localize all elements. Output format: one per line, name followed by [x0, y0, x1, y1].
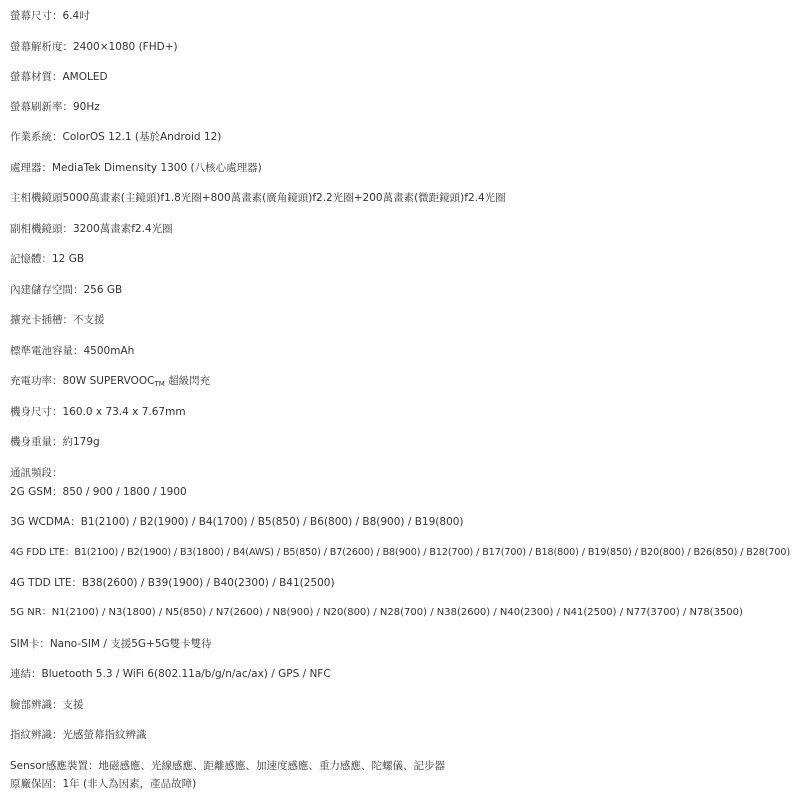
- spec-sim: SIM卡：Nano-SIM / 支援5G+5G雙卡雙待: [10, 638, 212, 650]
- spec-band-wcdma: 3G WCDMA：B1(2100) / B2(1900) / B4(1700) / B5(850) / B6(800) / B8(900) / B19(800): [10, 516, 464, 528]
- spec-band-5g-nr: 5G NR：N1(2100) / N3(1800) / N5(850) / N7(2600) / N8(900) / N20(800) / N28(700) / N38(2600) / N40(2300) / N41(2500) / N77(3700) / N78(3500): [10, 607, 743, 618]
- spec-memory: 記憶體：12 GB: [10, 253, 85, 265]
- spec-sensors: Sensor感應裝置：地磁感應、光線感應、距離感應、加速度感應、重力感應、陀螺儀、記步器: [10, 760, 445, 772]
- spec-expansion: 擴充卡插槽：不支援: [10, 314, 105, 326]
- spec-fingerprint: 指紋辨識：光感螢幕指紋辨識: [10, 729, 147, 741]
- spec-face-id: 臉部辨識：支援: [10, 699, 84, 711]
- spec-screen-resolution: 螢幕解析度：2400×1080 (FHD+): [10, 41, 178, 53]
- spec-refresh-rate: 螢幕刷新率：90Hz: [10, 101, 100, 113]
- spec-band-tdd-lte: 4G TDD LTE：B38(2600) / B39(1900) / B40(2300) / B41(2500): [10, 577, 335, 589]
- spec-charging-tm: TM: [154, 380, 165, 388]
- spec-weight: 機身重量：約179g: [10, 436, 100, 448]
- spec-battery: 標準電池容量：4500mAh: [10, 345, 135, 357]
- spec-charging-suffix: 超級閃充: [164, 375, 211, 387]
- spec-charging-prefix: 充電功率：80W SUPERVOOC: [10, 375, 155, 387]
- spec-front-camera: 副相機鏡頭：3200萬畫素f2.4光圈: [10, 223, 173, 235]
- spec-connectivity: 連結：Bluetooth 5.3 / WiFi 6(802.11a/b/g/n/ac/ax) / GPS / NFC: [10, 668, 331, 680]
- spec-dimensions: 機身尺寸：160.0 x 73.4 x 7.67mm: [10, 406, 186, 418]
- spec-charging: [10, 374, 210, 391]
- spec-os: 作業系統：ColorOS 12.1 (基於Android 12): [10, 131, 222, 143]
- spec-band-fdd-lte: 4G FDD LTE：B1(2100) / B2(1900) / B3(1800) / B4(AWS) / B5(850) / B7(2600) / B8(900) / B12(700) / B17(700) / B18(800) / B19(850) / B20(800) / B26(850) / B28(700): [10, 547, 791, 558]
- spec-storage: 內建儲存空間：256 GB: [10, 284, 123, 296]
- spec-warranty: 原廠保固：1年 (非人為因素，產品故障): [10, 778, 197, 790]
- spec-main-camera: 主相機鏡頭5000萬畫素(主鏡頭)f1.8光圈+800萬畫素(廣角鏡頭)f2.2光圈+200萬畫素(微距鏡頭)f2.4光圈: [10, 192, 506, 204]
- spec-bands-label: 通訊頻段：: [10, 467, 63, 479]
- spec-band-gsm: 2G GSM：850 / 900 / 1800 / 1900: [10, 486, 187, 498]
- spec-screen-material: 螢幕材質：AMOLED: [10, 71, 108, 83]
- spec-screen-size: 螢幕尺寸：6.4吋: [10, 10, 90, 22]
- spec-processor: 處理器：MediaTek Dimensity 1300 (八核心處理器): [10, 162, 262, 174]
